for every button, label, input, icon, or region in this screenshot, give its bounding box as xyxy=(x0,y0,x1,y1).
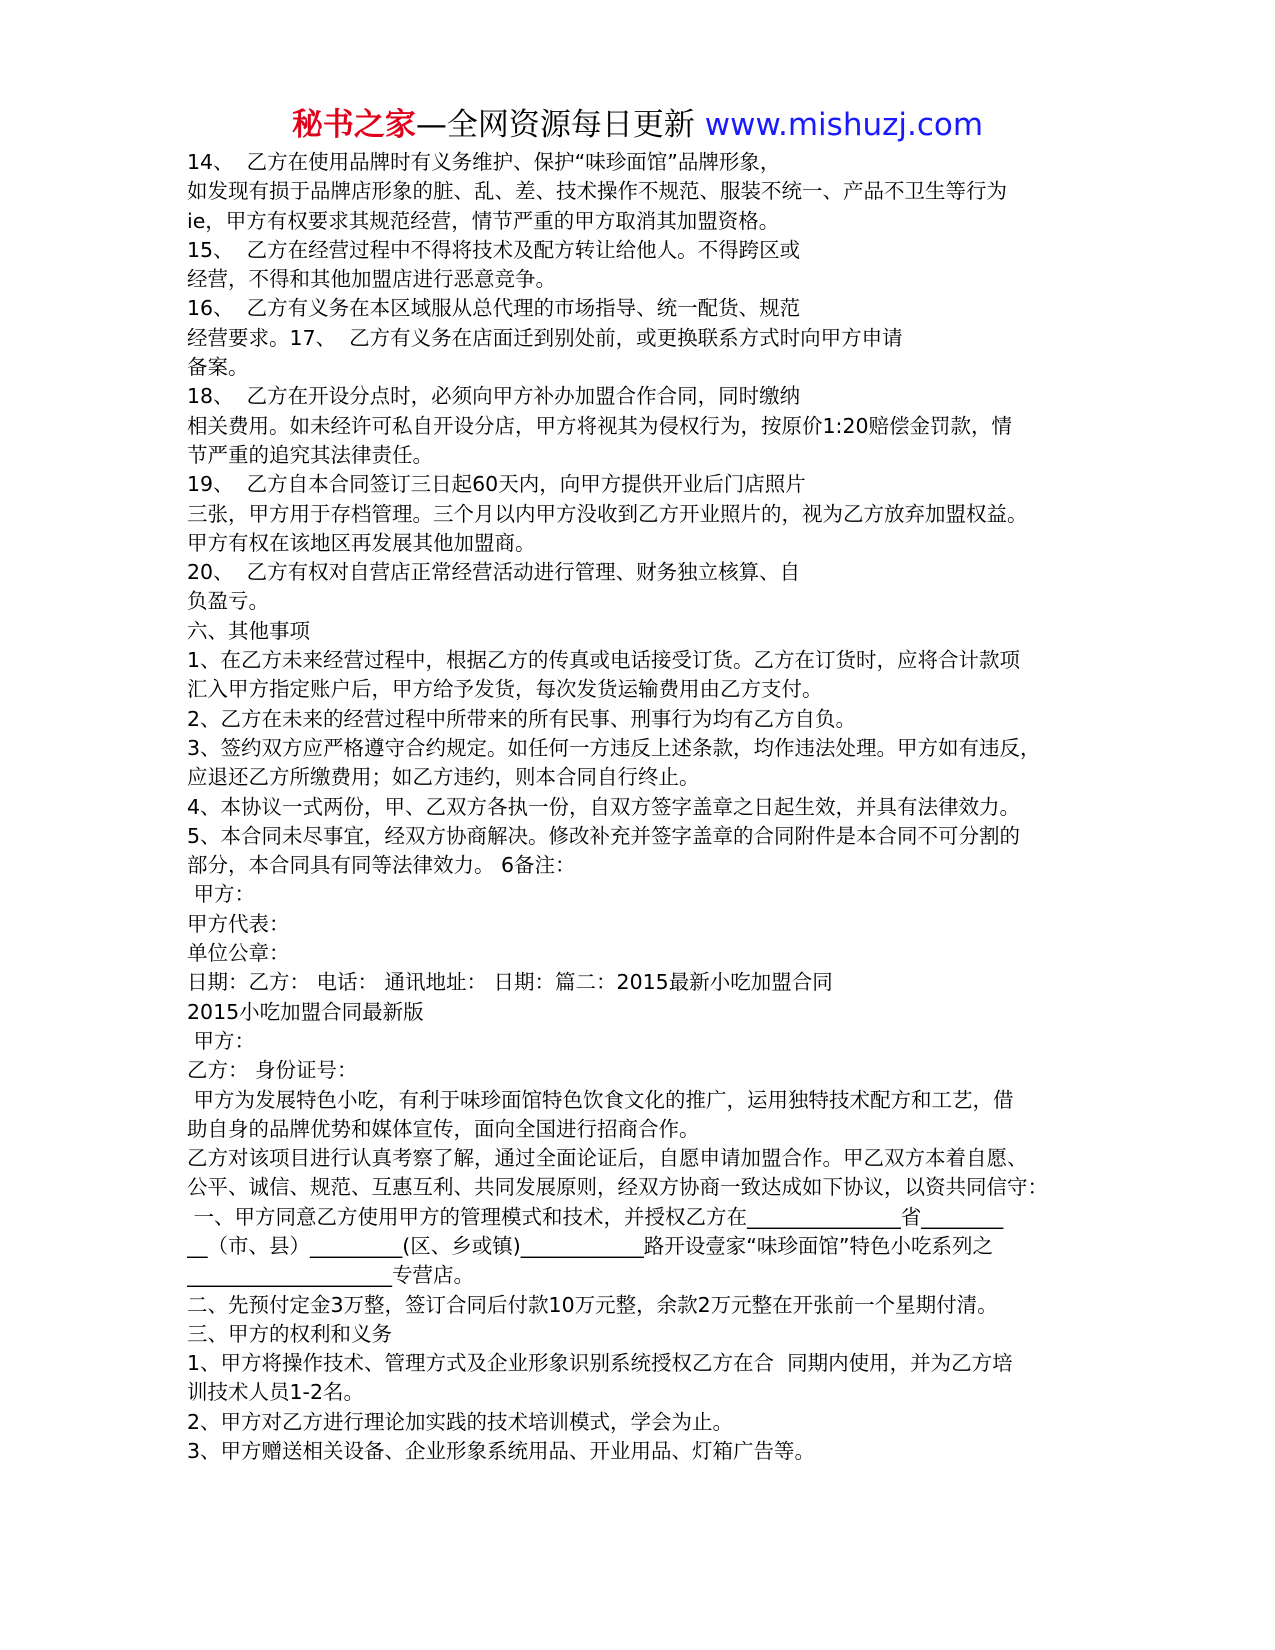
text-line: 16、 乙方有义务在本区域服从总代理的市场指导、统一配货、规范 xyxy=(187,296,801,321)
text-line: 六、其他事项 xyxy=(187,618,310,643)
text-line: 18、 乙方在开设分点时，必须向甲方补办加盟合作合同，同时缴纳 xyxy=(187,384,801,409)
text-line: 乙方对该项目进行认真考察了解，通过全面论证后，自愿申请加盟合作。甲乙双方本着自愿、 xyxy=(187,1146,1028,1171)
header-slogan: —全网资源每日更新 xyxy=(415,107,705,143)
text-line: 经营要求。17、 乙方有义务在店面迁到别处前，或更换联系方式时向甲方申请 xyxy=(187,325,903,350)
text-line: 训技术人员1-2名。 xyxy=(187,1380,364,1405)
text-line: 甲方有权在该地区再发展其他加盟商。 xyxy=(187,530,536,555)
text-line: 汇入甲方指定账户后，甲方给予发货，每次发货运输费用由乙方支付。 xyxy=(187,677,823,702)
text-line: ____________________专营店。 xyxy=(187,1263,474,1288)
text-line: 2、乙方在未来的经营过程中所带来的所有民事、刑事行为均有乙方自负。 xyxy=(187,706,857,731)
text-line: 公平、诚信、规范、互惠互利、共同发展原则，经双方协商一致达成如下协议，以资共同信守： xyxy=(187,1175,1048,1200)
text-line: 甲方： xyxy=(187,882,256,907)
text-line: 备案。 xyxy=(187,355,249,380)
header-brand: 秘书之家 xyxy=(291,107,416,143)
text-line: 5、本合同未尽事宜，经双方协商解决。修改补充并签字盖章的合同附件是本合同不可分割的 xyxy=(187,823,1021,848)
text-line: 2、甲方对乙方进行理论加实践的技术培训模式，学会为止。 xyxy=(187,1409,734,1434)
page-header xyxy=(0,105,1275,145)
text-line: 甲方： xyxy=(187,1028,256,1053)
text-line: 经营，不得和其他加盟店进行恶意竞争。 xyxy=(187,267,556,292)
text-line: 甲方代表： xyxy=(187,911,290,936)
text-line: 助自身的品牌优势和媒体宣传，面向全国进行招商合作。 xyxy=(187,1116,700,1141)
text-line: 二、先预付定金3万整，签订合同后付款10万元整，余款2万元整在开张前一个星期付清。 xyxy=(187,1292,998,1317)
text-line: 节严重的追究其法律责任。 xyxy=(187,442,433,467)
text-line: 2015小吃加盟合同最新版 xyxy=(187,999,424,1024)
text-line: 单位公章： xyxy=(187,941,290,966)
text-line: 部分，本合同具有同等法律效力。 6备注： xyxy=(187,853,576,878)
text-line: 甲方为发展特色小吃，有利于味珍面馆特色饮食文化的推广，运用独特技术配方和工艺，借 xyxy=(187,1087,1014,1112)
text-line: 应退还乙方所缴费用；如乙方违约，则本合同自行终止。 xyxy=(187,765,700,790)
text-line: 三张，甲方用于存档管理。三个月以内甲方没收到乙方开业照片的，视为乙方放弃加盟权益。 xyxy=(187,501,1028,526)
text-line: 14、 乙方在使用品牌时有义务维护、保护“味珍面馆”品牌形象， xyxy=(187,150,781,174)
document-body xyxy=(187,148,1247,1466)
text-line: 负盈亏。 xyxy=(187,589,269,614)
text-line: __（市、县）_________(区、乡或镇)____________路开设壹家“味珍面馆”特色小吃系列之 xyxy=(187,1233,993,1258)
text-line: 3、甲方赠送相关设备、企业形象系统用品、开业用品、灯箱广告等。 xyxy=(187,1439,816,1464)
text-line: 15、 乙方在经营过程中不得将技术及配方转让给他人。不得跨区或 xyxy=(187,237,801,262)
text-line: 1、在乙方未来经营过程中，根据乙方的传真或电话接受订货。乙方在订货时，应将合计款项 xyxy=(187,648,1021,673)
text-line: 4、本协议一式两份，甲、乙双方各执一份，自双方签字盖章之日起生效，并具有法律效力。 xyxy=(187,794,1021,819)
text-line: 3、签约双方应严格遵守合约规定。如任何一方违反上述条款，均作违法处理。甲方如有违反， xyxy=(187,735,1041,760)
text-line: ie，甲方有权要求其规范经营，情节严重的甲方取消其加盟资格。 xyxy=(187,208,780,233)
text-line: 日期：乙方： 电话： 通讯地址： 日期：篇二：2015最新小吃加盟合同 xyxy=(187,970,833,995)
text-line: 19、 乙方自本合同签订三日起60天内，向甲方提供开业后门店照片 xyxy=(187,472,806,497)
text-line: 1、甲方将操作技术、管理方式及企业形象识别系统授权乙方在合 同期内使用，并为乙方培 xyxy=(187,1351,1013,1376)
text-line: 20、 乙方有权对自营店正常经营活动进行管理、财务独立核算、自 xyxy=(187,560,801,585)
text-line: 一、甲方同意乙方使用甲方的管理模式和技术，并授权乙方在_______________省________ xyxy=(187,1204,1004,1229)
header-url-link[interactable]: www.mishuzj.com xyxy=(704,107,984,143)
text-line: 乙方： 身份证号： xyxy=(187,1058,358,1083)
text-line: 相关费用。如未经许可私自开设分店，甲方将视其为侵权行为，按原价1:20赔偿金罚款，情 xyxy=(187,413,1013,438)
text-line: 如发现有损于品牌店形象的脏、乱、差、技术操作不规范、服装不统一、产品不卫生等行为 xyxy=(187,179,1007,204)
text-line: 三、甲方的权利和义务 xyxy=(187,1321,392,1346)
